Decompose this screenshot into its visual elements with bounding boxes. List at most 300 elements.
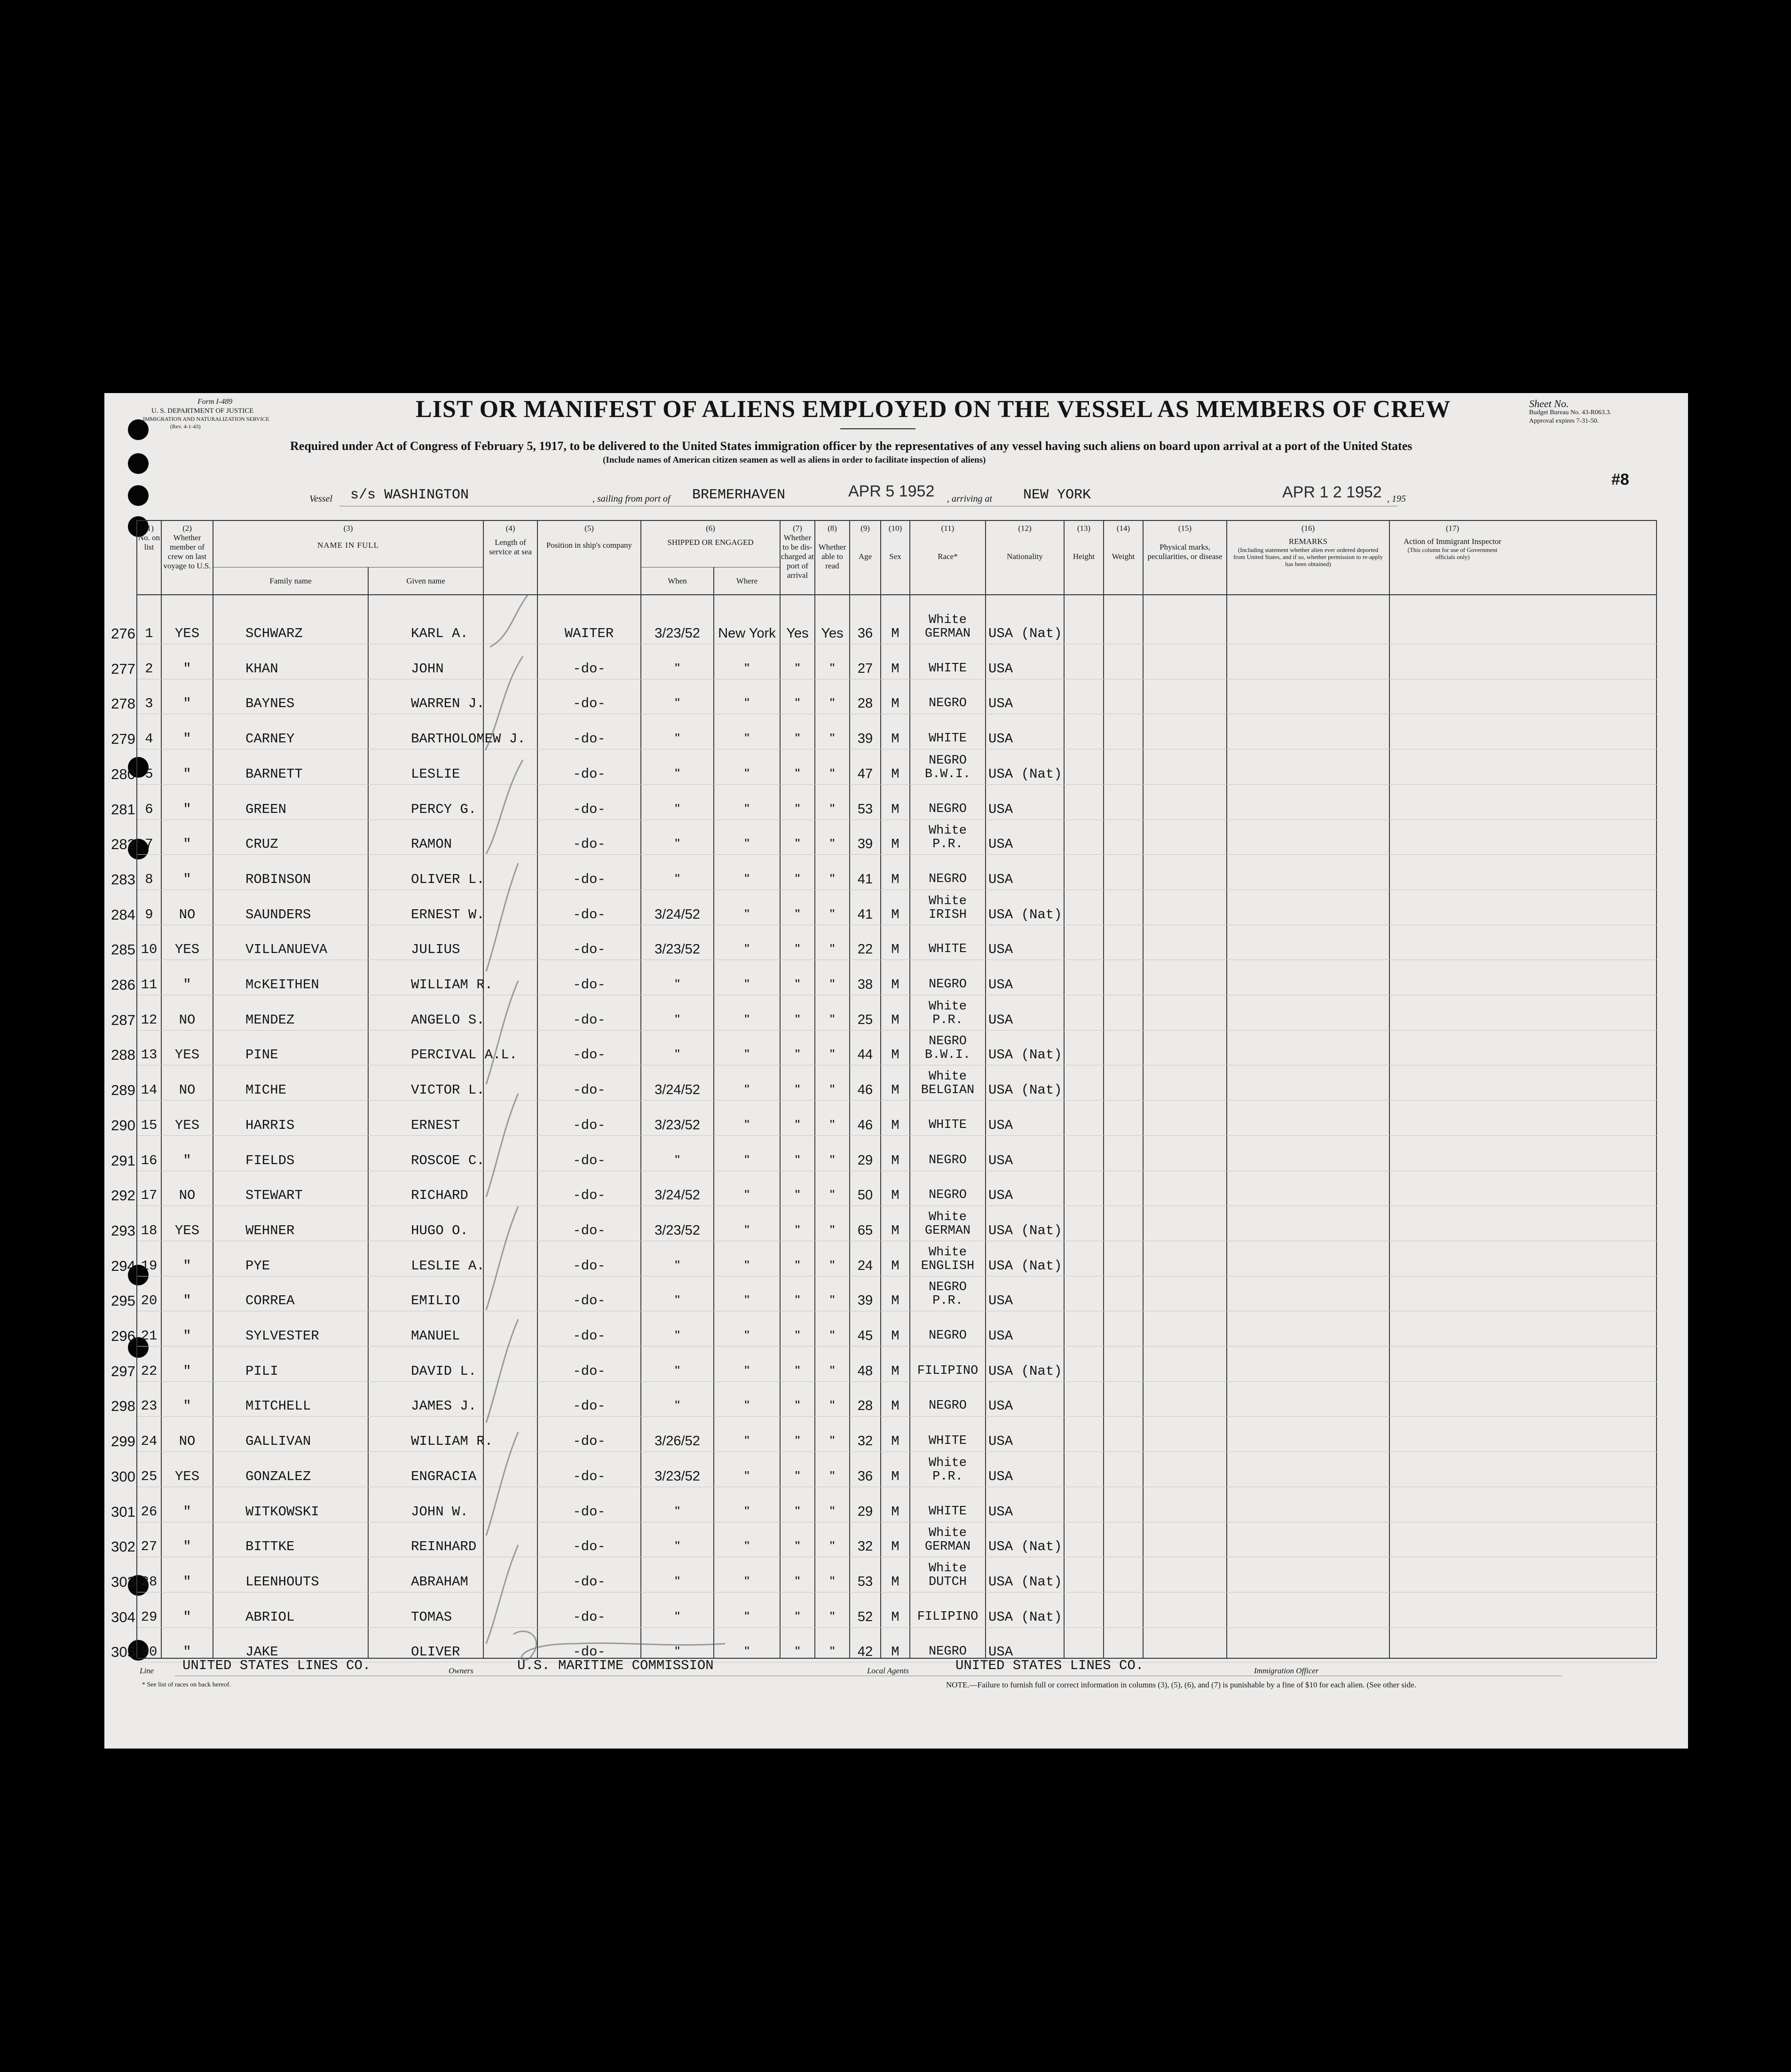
prev-voyage: NO	[179, 1434, 196, 1449]
line-number: 9	[145, 907, 153, 922]
position: -do-	[573, 802, 606, 817]
shipped-when: "	[675, 661, 680, 676]
position: -do-	[573, 1504, 606, 1520]
race-line-2: GERMAN	[924, 1540, 971, 1554]
line-number: 1	[145, 626, 153, 641]
able-to-read: "	[829, 907, 835, 922]
col-rule	[1143, 520, 1144, 1658]
nationality: USA	[988, 1398, 1013, 1414]
race-line-1: White	[928, 1526, 967, 1540]
shipped-where: "	[744, 1082, 750, 1097]
sex: M	[891, 1574, 899, 1590]
line-number: 10	[141, 942, 158, 957]
nationality: USA (Nat)	[988, 1258, 1062, 1274]
given-name: WILLIAM R.	[411, 977, 493, 993]
prev-voyage: NO	[179, 1082, 196, 1098]
able-to-read: "	[829, 1082, 835, 1097]
family-name: ABRIOL	[245, 1609, 295, 1625]
able-to-read: "	[829, 1398, 835, 1413]
nationality: USA (Nat)	[988, 766, 1062, 782]
sex: M	[891, 836, 899, 852]
discharged: "	[795, 731, 800, 746]
shipped-where: "	[744, 1328, 750, 1343]
subtitle: Required under Act of Congress of February 5, 1917, to be delivered to the United States immigration officer by the representatives of any vessel having such aliens on board upon arrival at a port of the United States	[290, 439, 1412, 453]
able-to-read: "	[829, 731, 835, 746]
shipped-when: "	[675, 696, 680, 711]
race-line-2: NEGRO	[928, 802, 967, 816]
shipped-where: "	[744, 977, 750, 992]
race-line-2: P.R.	[932, 1294, 963, 1308]
discharged: "	[795, 977, 800, 992]
race	[910, 614, 985, 641]
age: 53	[857, 802, 873, 817]
col-header-service: (4) Length of service at sea	[489, 524, 532, 556]
age: 46	[857, 1118, 873, 1133]
age: 27	[857, 661, 873, 676]
able-to-read: "	[829, 802, 835, 817]
shipped-where: "	[744, 1188, 750, 1203]
seq-number: 282	[111, 836, 135, 852]
position: -do-	[573, 1363, 606, 1379]
discharged: "	[795, 1188, 800, 1203]
position: -do-	[573, 872, 606, 887]
position: -do-	[573, 1539, 606, 1554]
able-to-read: "	[829, 872, 835, 887]
prev-voyage: YES	[174, 1469, 200, 1484]
line-number: 8	[145, 872, 153, 887]
race-line-2: GERMAN	[924, 1224, 971, 1238]
seq-number: 302	[111, 1538, 135, 1555]
race-line-2: NEGRO	[928, 696, 967, 710]
shipped-where: "	[744, 731, 750, 746]
position: -do-	[573, 1434, 606, 1449]
race	[910, 1281, 985, 1308]
prev-voyage: "	[183, 661, 191, 677]
able-to-read: "	[829, 1434, 835, 1449]
shipped-when: 3/26/52	[655, 1434, 700, 1449]
prev-voyage: YES	[174, 1223, 200, 1238]
line-number: 21	[141, 1328, 158, 1344]
discharged: "	[795, 1609, 800, 1624]
age: 53	[857, 1574, 873, 1589]
discharged: "	[795, 661, 800, 676]
seq-number: 304	[111, 1609, 135, 1625]
line-number: 19	[141, 1258, 158, 1274]
age: 39	[857, 1293, 873, 1308]
col-header-position: (5) Position in ship's company	[546, 524, 632, 550]
prev-voyage: YES	[174, 1047, 200, 1063]
able-to-read: "	[829, 1328, 835, 1343]
age: 50	[857, 1188, 873, 1203]
race-line-2: NEGRO	[928, 1399, 967, 1413]
race	[910, 824, 985, 851]
race	[910, 1645, 985, 1659]
sheet-mark: #8	[1611, 471, 1629, 488]
discharged: "	[795, 802, 800, 817]
age: 32	[857, 1434, 873, 1449]
line-number: 12	[141, 1012, 158, 1028]
nationality: USA (Nat)	[988, 1574, 1062, 1590]
shipped-when: "	[675, 1047, 680, 1062]
able-to-read: "	[829, 1188, 835, 1203]
seq-number: 290	[111, 1117, 135, 1134]
shipped-when: 3/24/52	[655, 907, 700, 922]
family-name: KHAN	[245, 661, 278, 677]
prev-voyage: "	[183, 1504, 191, 1520]
prev-voyage: NO	[179, 1188, 196, 1203]
prev-voyage: "	[183, 1398, 191, 1414]
given-name: KARL A.	[411, 626, 468, 641]
race-line-2: NEGRO	[928, 1645, 967, 1659]
sex: M	[891, 1609, 899, 1625]
age: 32	[857, 1539, 873, 1554]
discharged: "	[795, 1293, 800, 1308]
col-rule	[1226, 520, 1227, 1658]
age: 46	[857, 1082, 873, 1097]
position: -do-	[573, 1153, 606, 1168]
prev-voyage: NO	[179, 907, 196, 922]
race	[910, 1457, 985, 1484]
shipped-where: "	[744, 836, 750, 851]
discharged: "	[795, 1644, 800, 1659]
discharged: "	[795, 942, 800, 957]
given-name: EMILIO	[411, 1293, 460, 1308]
prev-voyage: "	[183, 1328, 191, 1344]
given-name: RICHARD	[411, 1188, 468, 1203]
race-line-1: White	[928, 894, 967, 908]
line-number: 29	[141, 1609, 158, 1625]
race	[910, 1035, 985, 1062]
row-rule	[137, 1451, 1657, 1452]
given-name: ERNEST	[411, 1118, 460, 1133]
discharged: "	[795, 1574, 800, 1589]
position: -do-	[573, 1398, 606, 1414]
age: 39	[857, 731, 873, 746]
able-to-read: "	[829, 1258, 835, 1273]
race-line-2: ENGLISH	[921, 1259, 975, 1273]
race	[910, 1399, 985, 1413]
discharged: "	[795, 1258, 800, 1273]
shipped-when: 3/23/52	[655, 1469, 700, 1484]
seq-number: 305	[111, 1644, 135, 1660]
sex: M	[891, 1504, 899, 1520]
nationality: USA	[988, 942, 1013, 957]
given-name: PERCY G.	[411, 802, 477, 817]
nationality: USA	[988, 977, 1013, 993]
shipped-when: "	[675, 731, 680, 746]
prev-voyage: "	[183, 802, 191, 817]
position: -do-	[573, 977, 606, 993]
col-header-weight: (14) Weight	[1112, 524, 1135, 561]
footer-owners-label: Owners	[449, 1666, 473, 1675]
shipped-when: "	[675, 1153, 680, 1168]
sex: M	[891, 1469, 899, 1484]
prev-voyage: "	[183, 731, 191, 747]
race-line-2: WHITE	[928, 1118, 967, 1132]
shipped-where: "	[744, 661, 750, 676]
row-rule	[137, 1416, 1657, 1417]
sex: M	[891, 1398, 899, 1414]
position: -do-	[573, 661, 606, 677]
shipped-when: "	[675, 1644, 680, 1659]
discharged: "	[795, 1012, 800, 1027]
family-name: JAKE	[245, 1644, 278, 1660]
line-number: 15	[141, 1118, 158, 1133]
race	[910, 1070, 985, 1097]
family-name: McKEITHEN	[245, 977, 319, 993]
given-name: JAMES J.	[411, 1398, 477, 1414]
row-rule	[137, 1205, 1657, 1206]
shipped-where: New York	[718, 626, 776, 641]
family-name: CRUZ	[245, 836, 278, 852]
age: 29	[857, 1153, 873, 1168]
sex: M	[891, 1644, 899, 1660]
sex: M	[891, 1118, 899, 1133]
family-name: SYLVESTER	[245, 1328, 319, 1344]
age: 36	[857, 626, 873, 641]
position: -do-	[573, 1223, 606, 1238]
shipped-when: 3/23/52	[655, 1118, 700, 1133]
shipped-where: "	[744, 1434, 750, 1449]
race-line-1: White	[928, 824, 967, 838]
nationality: USA (Nat)	[988, 907, 1062, 922]
line-number: 2	[145, 661, 153, 677]
age: 25	[857, 1012, 873, 1027]
seq-number: 299	[111, 1433, 135, 1450]
discharged: "	[795, 872, 800, 887]
col-header-discharged: (7) Whether to be dis-charged at port of arrival	[781, 524, 814, 580]
sex: M	[891, 626, 899, 641]
seq-number: 295	[111, 1292, 135, 1309]
age: 42	[857, 1644, 873, 1659]
shipped-where: "	[744, 1469, 750, 1484]
discharged: "	[795, 1223, 800, 1238]
sex: M	[891, 1223, 899, 1238]
seq-number: 289	[111, 1082, 135, 1098]
prev-voyage: "	[183, 872, 191, 887]
arrival-date-stamp: APR 1 2 1952	[1282, 483, 1382, 501]
shipped-where: "	[744, 1047, 750, 1062]
prev-voyage: YES	[174, 942, 200, 957]
shipped-when: "	[675, 1328, 680, 1343]
shipped-where: "	[744, 1609, 750, 1624]
able-to-read: "	[829, 1223, 835, 1238]
shipped-when: "	[675, 1609, 680, 1624]
row-rule	[137, 1627, 1657, 1628]
sex: M	[891, 1258, 899, 1274]
race-line-2: NEGRO	[928, 1329, 967, 1343]
seq-number: 283	[111, 871, 135, 888]
discharged: "	[795, 1047, 800, 1062]
col-header-remarks: (16) REMARKS (Including statement whether alien ever ordered deported from United States, and if so, whether permission to re-apply has been obtained)	[1233, 524, 1383, 567]
family-name: STEWART	[245, 1188, 303, 1203]
line-number: 7	[145, 836, 153, 852]
seq-number: 277	[111, 661, 135, 677]
shipped-where: "	[744, 1574, 750, 1589]
discharged: "	[795, 1328, 800, 1343]
sex: M	[891, 1082, 899, 1098]
revision: (Rev. 4-1-43)	[170, 423, 201, 430]
position: -do-	[573, 1188, 606, 1203]
footer-officer-label: Immigration Officer	[1254, 1666, 1319, 1675]
given-name: ABRAHAM	[411, 1574, 468, 1590]
age: 38	[857, 977, 873, 992]
race-line-2: WHITE	[928, 1434, 967, 1448]
footer-penalty-note: NOTE.—Failure to furnish full or correct information in columns (3), (5), (6), and (7) is punishable by a fine of $10 for each alien. (See other side.	[946, 1680, 1416, 1689]
family-name: GREEN	[245, 802, 287, 817]
given-name: ROSCOE C.	[411, 1153, 485, 1168]
col-header-physical-marks: (15) Physical marks, peculiarities, or disease	[1147, 524, 1223, 561]
family-name: PILI	[245, 1363, 278, 1379]
prev-voyage: "	[183, 1258, 191, 1274]
department: U. S. DEPARTMENT OF JUSTICE	[151, 407, 254, 415]
race	[910, 1527, 985, 1554]
footer-agents: UNITED STATES LINES CO.	[955, 1658, 1144, 1673]
race	[910, 1610, 985, 1624]
prev-voyage: YES	[174, 1118, 200, 1133]
shipped-where: "	[744, 907, 750, 922]
seq-number: 276	[111, 625, 135, 642]
nationality: USA (Nat)	[988, 1363, 1062, 1379]
col-header-age: (9) Age	[858, 524, 872, 561]
row-rule	[137, 1100, 1657, 1101]
col-header-inspector-action: (17) Action of Immigrant Inspector (This column for use of Government officials only)	[1403, 524, 1502, 560]
able-to-read: "	[829, 1363, 835, 1379]
col-rule	[985, 520, 986, 1658]
header-bottom-rule	[137, 594, 1657, 595]
race-line-1: White	[928, 613, 967, 627]
nationality: USA	[988, 872, 1013, 887]
row-rule	[137, 784, 1657, 785]
row-rule	[137, 1346, 1657, 1347]
family-name: WITKOWSKI	[245, 1504, 319, 1520]
family-name: MICHE	[245, 1082, 287, 1098]
race-line-2: NEGRO	[928, 977, 967, 992]
shipped-when: "	[675, 977, 680, 992]
able-to-read: "	[829, 1012, 835, 1027]
race-line-1: NEGRO	[928, 1034, 967, 1048]
shipped-when: "	[675, 766, 680, 781]
race	[910, 1364, 985, 1378]
page-title: LIST OR MANIFEST OF ALIENS EMPLOYED ON THE VESSEL AS MEMBERS OF CREW	[416, 396, 1451, 423]
position: WAITER	[564, 626, 614, 641]
family-name: WEHNER	[245, 1223, 295, 1238]
race-line-2: P.R.	[932, 1013, 963, 1027]
race-line-2: WHITE	[928, 732, 967, 746]
discharged: "	[795, 1398, 800, 1413]
line-number: 27	[141, 1539, 158, 1554]
race	[910, 1329, 985, 1343]
row-rule	[137, 819, 1657, 820]
line-number: 13	[141, 1047, 158, 1063]
given-name: JOHN W.	[411, 1504, 468, 1520]
discharged: "	[795, 1363, 800, 1379]
given-name: BARTHOLOMEW J.	[411, 731, 526, 747]
family-name: PYE	[245, 1258, 270, 1274]
given-name: LESLIE	[411, 766, 460, 782]
race	[910, 1154, 985, 1167]
shipped-when: "	[675, 1539, 680, 1554]
family-name: ROBINSON	[245, 872, 311, 887]
nationality: USA	[988, 1644, 1013, 1660]
discharged: "	[795, 1539, 800, 1554]
sex: M	[891, 696, 899, 711]
prev-voyage: "	[183, 977, 191, 993]
nationality: USA	[988, 1153, 1013, 1168]
seq-number: 284	[111, 906, 135, 923]
discharged: "	[795, 1082, 800, 1097]
age: 22	[857, 942, 873, 957]
race	[910, 978, 985, 992]
sex: M	[891, 1434, 899, 1449]
family-name: MITCHELL	[245, 1398, 311, 1414]
discharged: "	[795, 907, 800, 922]
shipped-where: "	[744, 1293, 750, 1308]
arriving-label: , arriving at	[947, 494, 993, 504]
prev-voyage: "	[183, 1574, 191, 1590]
discharged: "	[795, 696, 800, 711]
row-rule	[137, 854, 1657, 855]
position: -do-	[573, 766, 606, 782]
nationality: USA	[988, 1293, 1013, 1308]
shipped-when: "	[675, 1574, 680, 1589]
manifest-sheet	[104, 393, 1688, 1749]
shipped-where: "	[744, 1504, 750, 1519]
race-line-1: White	[928, 1456, 967, 1470]
seq-number: 285	[111, 941, 135, 958]
footer-agents-label: Local Agents	[867, 1666, 909, 1675]
sex: M	[891, 1012, 899, 1028]
shipped-when: 3/23/52	[655, 942, 700, 957]
seq-number: 279	[111, 731, 135, 747]
given-name: JULIUS	[411, 942, 460, 957]
able-to-read: "	[829, 1047, 835, 1062]
shipped-when: 3/23/52	[655, 626, 700, 641]
prev-voyage: "	[183, 1153, 191, 1168]
footer-line: UNITED STATES LINES CO.	[182, 1658, 371, 1673]
sex: M	[891, 907, 899, 922]
race	[910, 895, 985, 922]
race-line-2: NEGRO	[928, 1188, 967, 1202]
given-name: ANGELO S.	[411, 1012, 485, 1028]
family-name: BITTKE	[245, 1539, 295, 1554]
family-name: SCHWARZ	[245, 626, 303, 641]
prev-voyage: "	[183, 1644, 191, 1660]
age: 28	[857, 1398, 873, 1413]
race-line-1: NEGRO	[928, 754, 967, 768]
family-name: BAYNES	[245, 696, 295, 711]
seq-number: 300	[111, 1468, 135, 1485]
able-to-read: "	[829, 1469, 835, 1484]
position: -do-	[573, 1012, 606, 1028]
nationality: USA (Nat)	[988, 1609, 1062, 1625]
col-header-family-name: Family name	[269, 576, 312, 585]
race-line-2: P.R.	[932, 1470, 963, 1484]
race-line-2: WHITE	[928, 662, 967, 676]
race	[910, 1246, 985, 1273]
sex: M	[891, 1539, 899, 1554]
prev-voyage: "	[183, 836, 191, 852]
race-line-2: IRISH	[928, 908, 967, 922]
nationality: USA	[988, 696, 1013, 711]
shipped-where: "	[744, 696, 750, 711]
family-name: PINE	[245, 1047, 278, 1063]
race-line-1: White	[928, 1070, 967, 1084]
position: -do-	[573, 696, 606, 711]
age: 41	[857, 872, 873, 887]
col-rule	[713, 567, 714, 1658]
nationality: USA	[988, 1118, 1013, 1133]
